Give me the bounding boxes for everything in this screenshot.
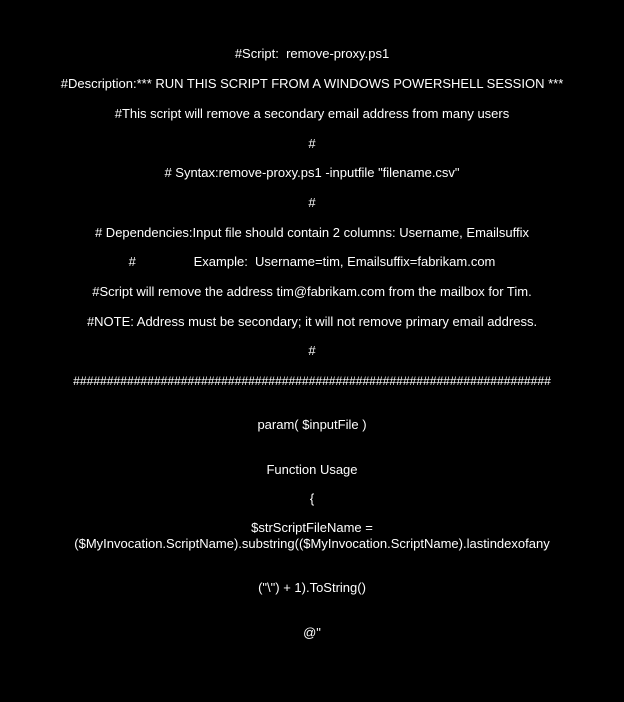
tostring-call-line: ("\") + 1).ToString() (258, 580, 366, 595)
note-line: #NOTE: Address must be secondary; it will not remove primary email address. (86, 314, 538, 329)
description-line: #Description:*** RUN THIS SCRIPT FROM A WINDOWS POWERSHELL SESSION *** (60, 76, 564, 91)
separator-line: ####################################################################### (73, 374, 551, 388)
param-line: param( $inputFile ) (257, 417, 367, 432)
script-name-line: #Script: remove-proxy.ps1 (234, 46, 390, 61)
dependencies-line: # Dependencies:Input file should contain 2 columns: Username, Emailsuffix (94, 225, 530, 240)
comment-line: # (308, 343, 316, 358)
substring-call-line: ($MyInvocation.ScriptName).substring(($MyInvocation.ScriptName).lastindexofany (74, 536, 550, 551)
here-string-start-line: @" (303, 625, 321, 640)
syntax-line: # Syntax:remove-proxy.ps1 -inputfile "filename.csv" (164, 165, 460, 180)
example-line: # Example: Username=tim, Emailsuffix=fabrikam.com (128, 254, 496, 269)
open-brace-line: { (309, 491, 315, 506)
comment-line: # (308, 195, 316, 210)
comment-line: # (308, 136, 316, 151)
script-effect-line: #Script will remove the address tim@fabrikam.com from the mailbox for Tim. (92, 284, 532, 299)
script-filename-assignment-line: $strScriptFileName = (251, 520, 373, 535)
function-usage-line: Function Usage (266, 462, 358, 477)
purpose-line: #This script will remove a secondary email address from many users (114, 106, 510, 121)
